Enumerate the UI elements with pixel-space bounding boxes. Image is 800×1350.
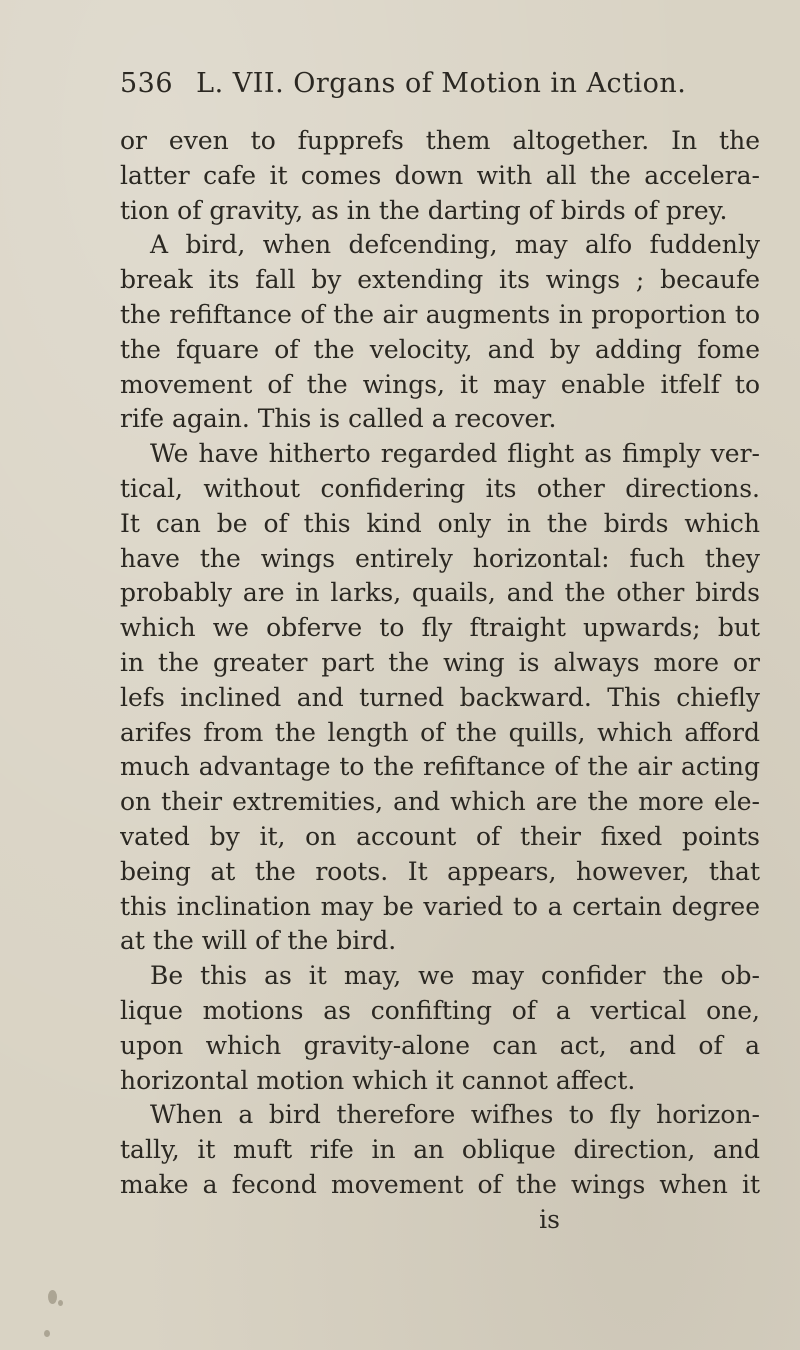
text-line: A bird, when defcending, may alfo fuddenly	[150, 230, 760, 260]
page-number: 536	[120, 68, 174, 99]
text-line: this inclination may be varied to a certain degree	[120, 891, 760, 921]
text-line: much advantage to the refiftance of the air acting	[120, 752, 760, 782]
text-line: which we obferve to fly ftraight upwards; but	[120, 613, 760, 643]
text-line: the fquare of the velocity, and by adding fome	[120, 334, 760, 364]
text-line: lefs inclined and turned backward. This chiefly	[120, 682, 760, 712]
ink-spot	[48, 1290, 57, 1304]
text-line: tical, without confidering its other directions.	[120, 473, 760, 503]
text-line: When a bird therefore wifhes to fly horizon-	[150, 1100, 760, 1130]
text-line: at the will of the bird.	[120, 926, 397, 956]
text-line: on their extremities, and which are the more ele-	[120, 787, 760, 817]
catchword: is	[539, 1204, 560, 1234]
text-line: break its fall by extending its wings ; becaufe	[120, 265, 760, 295]
text-line: tion of gravity, as in the darting of birds of prey.	[120, 195, 728, 225]
text-line: the refiftance of the air augments in proportion to	[120, 299, 760, 329]
text-line: We have hitherto regarded flight as fimply ver-	[150, 439, 760, 469]
text-line: lique motions as confifting of a vertical one,	[120, 995, 760, 1025]
text-line: upon which gravity-alone can act, and of a	[120, 1030, 760, 1060]
text-line: probably are in larks, quails, and the other birds	[120, 578, 760, 608]
text-line: tally, it muft rife in an oblique direction, and	[120, 1135, 760, 1165]
text-line: latter cafe it comes down with all the accelera-	[120, 160, 760, 190]
text-line: in the greater part the wing is always more or	[120, 647, 760, 677]
text-line: Be this as it may, we may confider the ob-	[150, 961, 760, 991]
text-line: have the wings entirely horizontal: fuch they	[120, 543, 760, 573]
text-line: horizontal motion which it cannot affect.	[120, 1065, 636, 1095]
body-text	[120, 124, 760, 1238]
text-line: movement of the wings, it may enable itfelf to	[120, 369, 760, 399]
text-line: make a fecond movement of the wings when it	[120, 1169, 760, 1199]
text-line: rife again. This is called a recover.	[120, 404, 557, 434]
running-head	[120, 68, 740, 108]
running-title: L. VII. Organs of Motion in Action.	[196, 68, 687, 99]
text-line: It can be of this kind only in the birds which	[120, 508, 760, 538]
ink-spot	[58, 1300, 63, 1306]
text-line: arifes from the length of the quills, which afford	[120, 717, 760, 747]
ink-spot	[44, 1330, 50, 1337]
text-line: vated by it, on account of their fixed points	[120, 821, 760, 851]
text-line: or even to fupprefs them altogether. In the	[120, 126, 760, 155]
text-line: being at the roots. It appears, however, that	[120, 856, 760, 886]
